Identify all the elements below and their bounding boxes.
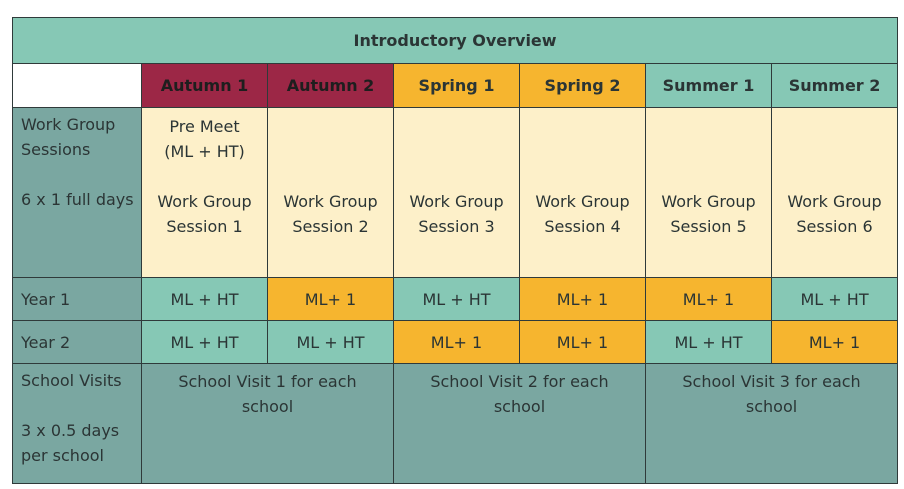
session-prefix: Work Group [535, 192, 630, 211]
session-label: Session 2 [292, 217, 369, 236]
header-corner [13, 64, 142, 108]
overview-table-frame [12, 17, 897, 482]
pre-meet-line2: (ML + HT) [164, 142, 245, 161]
overview-table [12, 17, 898, 484]
school-visit-line1: School Visit 3 for each [682, 372, 861, 391]
year1-cell: ML + HT [142, 278, 268, 321]
year1-cell: ML + HT [772, 278, 898, 321]
year2-cell: ML+ 1 [520, 321, 646, 364]
session-prefix: Work Group [787, 192, 882, 211]
pre-meet-line1: Pre Meet [169, 117, 240, 136]
session-prefix: Work Group [157, 192, 252, 211]
school-visits-days-line1: 3 x 0.5 days [21, 421, 120, 440]
work-group-cell-3 [394, 108, 520, 278]
school-visit-1-cell [142, 364, 394, 484]
year2-cell: ML + HT [646, 321, 772, 364]
school-visit-3-cell [646, 364, 898, 484]
row-label-school-visits [13, 364, 142, 484]
session-label: Session 6 [796, 217, 873, 236]
session-label: Session 4 [544, 217, 621, 236]
row-label-year-2: Year 2 [13, 321, 142, 364]
header-summer-1: Summer 1 [646, 64, 772, 108]
school-visit-line2: school [745, 397, 798, 416]
year2-cell: ML + HT [142, 321, 268, 364]
work-group-cell-6 [772, 108, 898, 278]
school-visit-line2: school [241, 397, 294, 416]
work-group-cell-4 [520, 108, 646, 278]
header-spring-2: Spring 2 [520, 64, 646, 108]
year2-cell: ML + HT [268, 321, 394, 364]
year1-cell: ML+ 1 [268, 278, 394, 321]
session-label: Session 3 [418, 217, 495, 236]
school-visits-days-line2: per school [21, 446, 104, 465]
work-group-days: 6 x 1 full days [21, 190, 134, 209]
header-autumn-1: Autumn 1 [142, 64, 268, 108]
work-group-cell-5 [646, 108, 772, 278]
work-group-label-line2: Sessions [21, 140, 91, 159]
session-label: Session 5 [670, 217, 747, 236]
header-summer-2: Summer 2 [772, 64, 898, 108]
session-prefix: Work Group [283, 192, 378, 211]
header-spring-1: Spring 1 [394, 64, 520, 108]
year1-cell: ML+ 1 [646, 278, 772, 321]
school-visit-line2: school [493, 397, 546, 416]
session-prefix: Work Group [409, 192, 504, 211]
year2-cell: ML+ 1 [772, 321, 898, 364]
work-group-cell-1 [142, 108, 268, 278]
school-visit-line1: School Visit 2 for each [430, 372, 609, 391]
school-visit-2-cell [394, 364, 646, 484]
year2-cell: ML+ 1 [394, 321, 520, 364]
school-visit-line1: School Visit 1 for each [178, 372, 357, 391]
row-label-year-1: Year 1 [13, 278, 142, 321]
header-autumn-2: Autumn 2 [268, 64, 394, 108]
session-prefix: Work Group [661, 192, 756, 211]
year1-cell: ML + HT [394, 278, 520, 321]
table-title: Introductory Overview [13, 18, 898, 64]
school-visits-label: School Visits [21, 371, 122, 390]
year1-cell: ML+ 1 [520, 278, 646, 321]
work-group-cell-2 [268, 108, 394, 278]
session-label: Session 1 [166, 217, 243, 236]
row-label-work-group [13, 108, 142, 278]
work-group-label-line1: Work Group [21, 115, 116, 134]
